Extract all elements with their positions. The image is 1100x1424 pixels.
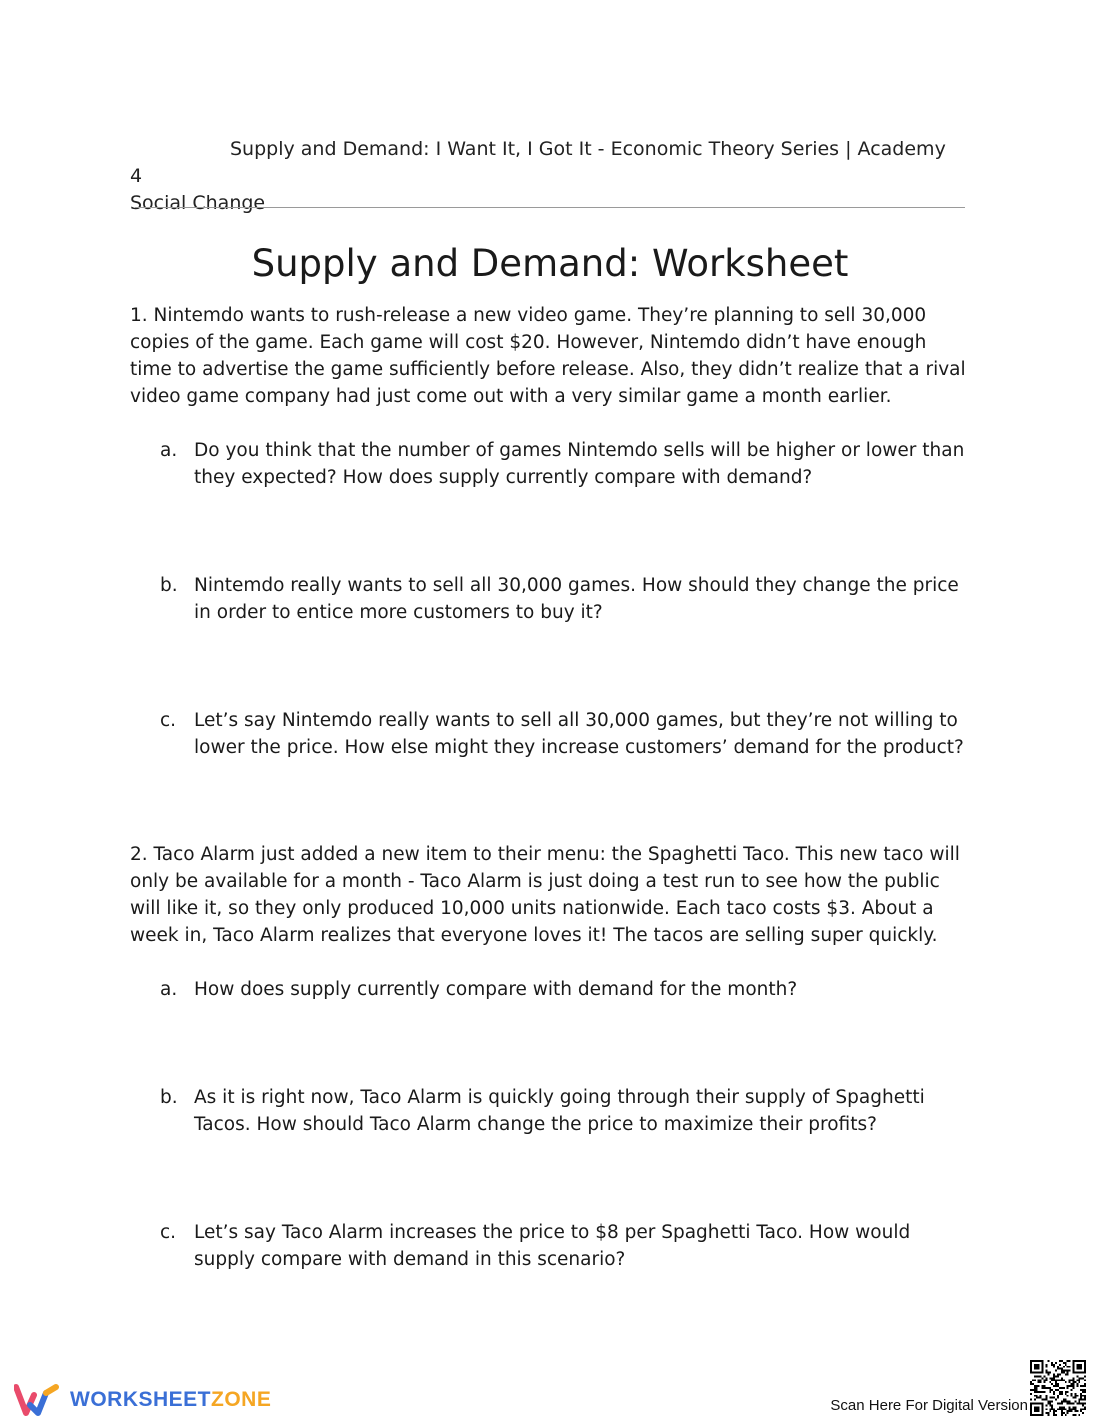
question-2c-text: Let’s say Taco Alarm increases the price to $8 per Spaghetti Taco. How would supply compare with demand in this scenario? <box>194 1222 911 1270</box>
header-divider <box>135 207 965 208</box>
question-2-text: 2. Taco Alarm just added a new item to their menu: the Spaghetti Taco. This new taco will only be available for a month - Taco Alarm is just doing a test run to see how the public will like it, so they only produced 10,000 units nationwide. Each taco costs $3. About a week in, Taco Alarm realizes that everyone loves it! The tacos are selling super quickly. <box>130 844 960 946</box>
question-2b-letter: b. <box>160 1087 178 1108</box>
question-1b-text: Nintemdo really wants to sell all 30,000 games. How should they change the price in order to entice more customers to buy it? <box>194 575 959 623</box>
document-header <box>130 136 960 217</box>
question-2a <box>160 976 975 1003</box>
question-2a-letter: a. <box>160 979 178 1000</box>
question-1b-letter: b. <box>160 575 178 596</box>
question-1-text: 1. Nintemdo wants to rush-release a new video game. They’re planning to sell 30,000 copies of the game. Each game will cost $20. However, Nintemdo didn’t have enough time to advertise the game sufficiently before release. Also, they didn’t realize that a rival video game company had just come out with a very similar game a month earlier. <box>130 305 966 407</box>
question-1a-letter: a. <box>160 440 178 461</box>
worksheetzone-logo[interactable] <box>14 1382 271 1418</box>
question-2c <box>160 1219 975 1273</box>
question-1c-text: Let’s say Nintemdo really wants to sell all 30,000 games, but they’re not willing to lower the price. How else might they increase customers’ demand for the product? <box>194 710 964 758</box>
question-1b <box>160 572 975 626</box>
worksheetzone-wordmark <box>70 1388 271 1412</box>
brand-part-2: ZONE <box>211 1388 272 1411</box>
qr-code-icon[interactable] <box>1030 1360 1086 1416</box>
header-line-1: Supply and Demand: I Want It, I Got It - Economic Theory Series | Academy 4 <box>130 138 946 187</box>
brand-part-1: WORKSHEET <box>70 1388 211 1411</box>
scan-caption: Scan Here For Digital Version <box>830 1397 1028 1414</box>
question-1a-text: Do you think that the number of games Nintemdo sells will be higher or lower than they expected? How does supply currently compare with demand? <box>194 440 965 488</box>
question-2a-text: How does supply currently compare with demand for the month? <box>194 979 798 1000</box>
header-line-2: Social Change <box>130 192 266 214</box>
question-1a <box>160 437 975 491</box>
page-title: Supply and Demand: Worksheet <box>251 242 849 285</box>
question-1c <box>160 707 975 761</box>
question-1c-letter: c. <box>160 710 177 731</box>
question-2c-letter: c. <box>160 1222 177 1243</box>
question-2b <box>160 1084 975 1138</box>
worksheetzone-w-icon <box>14 1383 60 1417</box>
question-2b-text: As it is right now, Taco Alarm is quickly going through their supply of Spaghetti Tacos. How should Taco Alarm change the price to maximize their profits? <box>194 1087 925 1135</box>
